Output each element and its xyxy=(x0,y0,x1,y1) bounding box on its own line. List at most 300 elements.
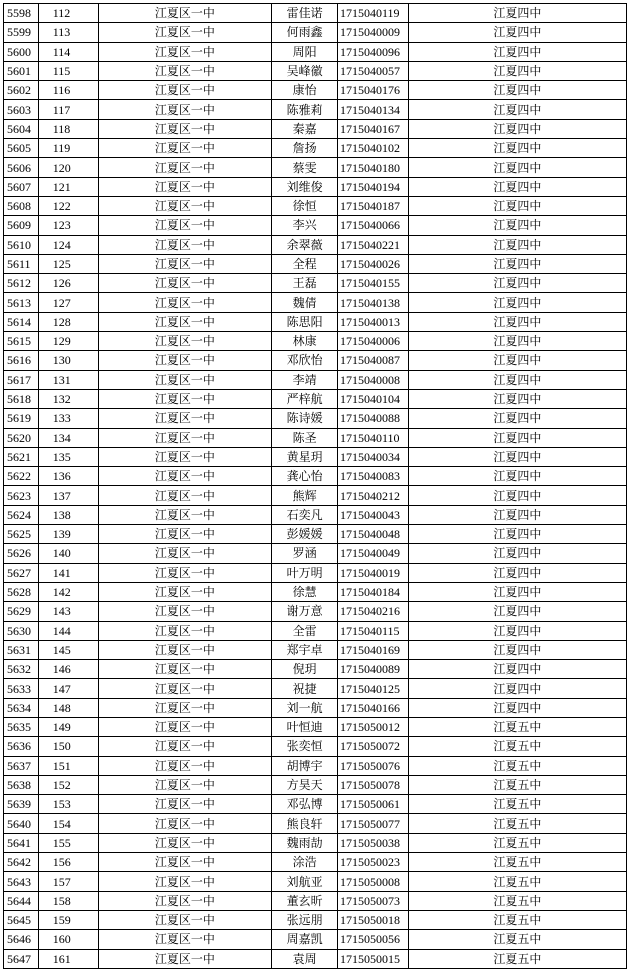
exam-id-cell: 1715050015 xyxy=(338,949,409,968)
row-number-cell: 5599 xyxy=(4,23,39,42)
exam-id-cell: 1715040008 xyxy=(338,370,409,389)
row-number-cell: 5645 xyxy=(4,910,39,929)
student-name-cell: 魏雨劼 xyxy=(272,833,338,852)
exam-school-cell: 江夏四中 xyxy=(408,621,626,640)
index-cell: 116 xyxy=(38,81,98,100)
exam-school-cell: 江夏四中 xyxy=(408,119,626,138)
table-row xyxy=(4,389,627,408)
exam-school-cell: 江夏五中 xyxy=(408,775,626,794)
row-number-cell: 5601 xyxy=(4,61,39,80)
student-name-cell: 徐恒 xyxy=(272,196,338,215)
index-cell: 128 xyxy=(38,312,98,331)
table-row xyxy=(4,351,627,370)
student-name-cell: 彭媛媛 xyxy=(272,525,338,544)
table-row xyxy=(4,216,627,235)
index-cell: 124 xyxy=(38,235,98,254)
student-name-cell: 罗涵 xyxy=(272,544,338,563)
index-cell: 153 xyxy=(38,795,98,814)
table-row xyxy=(4,196,627,215)
table-row xyxy=(4,100,627,119)
table-row xyxy=(4,293,627,312)
school-cell: 江夏区一中 xyxy=(98,525,272,544)
row-number-cell: 5641 xyxy=(4,833,39,852)
row-number-cell: 5625 xyxy=(4,525,39,544)
exam-school-cell: 江夏四中 xyxy=(408,81,626,100)
exam-school-cell: 江夏五中 xyxy=(408,737,626,756)
exam-school-cell: 江夏四中 xyxy=(408,235,626,254)
student-name-cell: 陈雅莉 xyxy=(272,100,338,119)
index-cell: 118 xyxy=(38,119,98,138)
student-name-cell: 张奕恒 xyxy=(272,737,338,756)
school-cell: 江夏区一中 xyxy=(98,332,272,351)
index-cell: 161 xyxy=(38,949,98,968)
exam-school-cell: 江夏四中 xyxy=(408,100,626,119)
table-row xyxy=(4,853,627,872)
row-number-cell: 5632 xyxy=(4,660,39,679)
table-row xyxy=(4,61,627,80)
table-row xyxy=(4,158,627,177)
exam-id-cell: 1715040155 xyxy=(338,274,409,293)
school-cell: 江夏区一中 xyxy=(98,775,272,794)
row-number-cell: 5600 xyxy=(4,42,39,61)
index-cell: 130 xyxy=(38,351,98,370)
index-cell: 150 xyxy=(38,737,98,756)
table-row xyxy=(4,428,627,447)
exam-school-cell: 江夏四中 xyxy=(408,23,626,42)
index-cell: 157 xyxy=(38,872,98,891)
row-number-cell: 5607 xyxy=(4,177,39,196)
row-number-cell: 5634 xyxy=(4,698,39,717)
student-name-cell: 康怡 xyxy=(272,81,338,100)
index-cell: 156 xyxy=(38,853,98,872)
exam-id-cell: 1715050018 xyxy=(338,910,409,929)
row-number-cell: 5640 xyxy=(4,814,39,833)
index-cell: 115 xyxy=(38,61,98,80)
exam-school-cell: 江夏四中 xyxy=(408,447,626,466)
row-number-cell: 5603 xyxy=(4,100,39,119)
table-row xyxy=(4,775,627,794)
exam-school-cell: 江夏五中 xyxy=(408,833,626,852)
row-number-cell: 5638 xyxy=(4,775,39,794)
exam-school-cell: 江夏四中 xyxy=(408,544,626,563)
exam-school-cell: 江夏五中 xyxy=(408,853,626,872)
exam-id-cell: 1715040019 xyxy=(338,563,409,582)
exam-school-cell: 江夏五中 xyxy=(408,930,626,949)
row-number-cell: 5598 xyxy=(4,4,39,23)
student-name-cell: 林康 xyxy=(272,332,338,351)
row-number-cell: 5602 xyxy=(4,81,39,100)
student-name-cell: 袁周 xyxy=(272,949,338,968)
row-number-cell: 5643 xyxy=(4,872,39,891)
table-row xyxy=(4,505,627,524)
exam-id-cell: 1715040026 xyxy=(338,254,409,273)
exam-school-cell: 江夏四中 xyxy=(408,486,626,505)
exam-school-cell: 江夏四中 xyxy=(408,640,626,659)
exam-id-cell: 1715040184 xyxy=(338,582,409,601)
row-number-cell: 5628 xyxy=(4,582,39,601)
exam-id-cell: 1715040104 xyxy=(338,389,409,408)
student-name-cell: 陈思阳 xyxy=(272,312,338,331)
index-cell: 142 xyxy=(38,582,98,601)
exam-school-cell: 江夏五中 xyxy=(408,910,626,929)
school-cell: 江夏区一中 xyxy=(98,795,272,814)
index-cell: 114 xyxy=(38,42,98,61)
table-row xyxy=(4,698,627,717)
school-cell: 江夏区一中 xyxy=(98,4,272,23)
exam-id-cell: 1715040034 xyxy=(338,447,409,466)
index-cell: 126 xyxy=(38,274,98,293)
school-cell: 江夏区一中 xyxy=(98,467,272,486)
exam-id-cell: 1715050072 xyxy=(338,737,409,756)
student-name-cell: 陈圣 xyxy=(272,428,338,447)
exam-id-cell: 1715040187 xyxy=(338,196,409,215)
student-name-cell: 叶恒迪 xyxy=(272,717,338,736)
student-name-cell: 董玄昕 xyxy=(272,891,338,910)
exam-id-cell: 1715040167 xyxy=(338,119,409,138)
exam-school-cell: 江夏四中 xyxy=(408,679,626,698)
student-name-cell: 熊辉 xyxy=(272,486,338,505)
row-number-cell: 5647 xyxy=(4,949,39,968)
row-number-cell: 5631 xyxy=(4,640,39,659)
exam-id-cell: 1715050077 xyxy=(338,814,409,833)
row-number-cell: 5646 xyxy=(4,930,39,949)
index-cell: 158 xyxy=(38,891,98,910)
table-row xyxy=(4,737,627,756)
student-name-cell: 李兴 xyxy=(272,216,338,235)
table-row xyxy=(4,660,627,679)
school-cell: 江夏区一中 xyxy=(98,23,272,42)
index-cell: 141 xyxy=(38,563,98,582)
student-name-cell: 周嘉凯 xyxy=(272,930,338,949)
index-cell: 149 xyxy=(38,717,98,736)
table-row xyxy=(4,814,627,833)
exam-id-cell: 1715040119 xyxy=(338,4,409,23)
index-cell: 151 xyxy=(38,756,98,775)
row-number-cell: 5629 xyxy=(4,602,39,621)
table-row xyxy=(4,582,627,601)
exam-id-cell: 1715040088 xyxy=(338,409,409,428)
index-cell: 117 xyxy=(38,100,98,119)
exam-school-cell: 江夏四中 xyxy=(408,254,626,273)
table-row xyxy=(4,42,627,61)
student-name-cell: 黄星玥 xyxy=(272,447,338,466)
school-cell: 江夏区一中 xyxy=(98,370,272,389)
school-cell: 江夏区一中 xyxy=(98,891,272,910)
exam-school-cell: 江夏四中 xyxy=(408,409,626,428)
row-number-cell: 5604 xyxy=(4,119,39,138)
index-cell: 144 xyxy=(38,621,98,640)
row-number-cell: 5639 xyxy=(4,795,39,814)
row-number-cell: 5608 xyxy=(4,196,39,215)
student-name-cell: 严梓航 xyxy=(272,389,338,408)
index-cell: 159 xyxy=(38,910,98,929)
student-name-cell: 雷佳诺 xyxy=(272,4,338,23)
school-cell: 江夏区一中 xyxy=(98,679,272,698)
school-cell: 江夏区一中 xyxy=(98,910,272,929)
roster-table xyxy=(3,3,627,969)
student-name-cell: 何雨鑫 xyxy=(272,23,338,42)
school-cell: 江夏区一中 xyxy=(98,833,272,852)
exam-id-cell: 1715040102 xyxy=(338,139,409,158)
table-row xyxy=(4,467,627,486)
index-cell: 120 xyxy=(38,158,98,177)
school-cell: 江夏区一中 xyxy=(98,177,272,196)
row-number-cell: 5612 xyxy=(4,274,39,293)
school-cell: 江夏区一中 xyxy=(98,621,272,640)
exam-id-cell: 1715040212 xyxy=(338,486,409,505)
exam-id-cell: 1715050056 xyxy=(338,930,409,949)
row-number-cell: 5615 xyxy=(4,332,39,351)
table-row xyxy=(4,679,627,698)
student-name-cell: 邓弘博 xyxy=(272,795,338,814)
school-cell: 江夏区一中 xyxy=(98,235,272,254)
exam-school-cell: 江夏四中 xyxy=(408,61,626,80)
exam-school-cell: 江夏四中 xyxy=(408,196,626,215)
student-name-cell: 全雷 xyxy=(272,621,338,640)
exam-id-cell: 1715050008 xyxy=(338,872,409,891)
student-name-cell: 张远朋 xyxy=(272,910,338,929)
exam-school-cell: 江夏四中 xyxy=(408,332,626,351)
exam-id-cell: 1715040089 xyxy=(338,660,409,679)
index-cell: 148 xyxy=(38,698,98,717)
index-cell: 140 xyxy=(38,544,98,563)
row-number-cell: 5621 xyxy=(4,447,39,466)
exam-id-cell: 1715040066 xyxy=(338,216,409,235)
exam-school-cell: 江夏四中 xyxy=(408,42,626,61)
student-name-cell: 李靖 xyxy=(272,370,338,389)
school-cell: 江夏区一中 xyxy=(98,717,272,736)
index-cell: 145 xyxy=(38,640,98,659)
exam-id-cell: 1715040138 xyxy=(338,293,409,312)
table-row xyxy=(4,177,627,196)
index-cell: 129 xyxy=(38,332,98,351)
row-number-cell: 5636 xyxy=(4,737,39,756)
student-name-cell: 叶万明 xyxy=(272,563,338,582)
exam-school-cell: 江夏五中 xyxy=(408,717,626,736)
row-number-cell: 5618 xyxy=(4,389,39,408)
row-number-cell: 5626 xyxy=(4,544,39,563)
student-name-cell: 刘航亚 xyxy=(272,872,338,891)
student-name-cell: 徐慧 xyxy=(272,582,338,601)
exam-id-cell: 1715040087 xyxy=(338,351,409,370)
exam-school-cell: 江夏五中 xyxy=(408,891,626,910)
exam-school-cell: 江夏四中 xyxy=(408,351,626,370)
school-cell: 江夏区一中 xyxy=(98,582,272,601)
index-cell: 154 xyxy=(38,814,98,833)
index-cell: 121 xyxy=(38,177,98,196)
school-cell: 江夏区一中 xyxy=(98,100,272,119)
exam-school-cell: 江夏四中 xyxy=(408,698,626,717)
exam-id-cell: 1715040110 xyxy=(338,428,409,447)
row-number-cell: 5605 xyxy=(4,139,39,158)
row-number-cell: 5642 xyxy=(4,853,39,872)
table-row xyxy=(4,4,627,23)
school-cell: 江夏区一中 xyxy=(98,61,272,80)
table-row xyxy=(4,833,627,852)
table-row xyxy=(4,891,627,910)
table-row xyxy=(4,717,627,736)
school-cell: 江夏区一中 xyxy=(98,853,272,872)
school-cell: 江夏区一中 xyxy=(98,42,272,61)
school-cell: 江夏区一中 xyxy=(98,602,272,621)
index-cell: 127 xyxy=(38,293,98,312)
exam-id-cell: 1715050038 xyxy=(338,833,409,852)
exam-id-cell: 1715050076 xyxy=(338,756,409,775)
table-row xyxy=(4,409,627,428)
index-cell: 134 xyxy=(38,428,98,447)
index-cell: 137 xyxy=(38,486,98,505)
student-name-cell: 龚心怡 xyxy=(272,467,338,486)
row-number-cell: 5635 xyxy=(4,717,39,736)
school-cell: 江夏区一中 xyxy=(98,274,272,293)
student-name-cell: 秦嘉 xyxy=(272,119,338,138)
row-number-cell: 5606 xyxy=(4,158,39,177)
school-cell: 江夏区一中 xyxy=(98,814,272,833)
school-cell: 江夏区一中 xyxy=(98,544,272,563)
student-name-cell: 蔡雯 xyxy=(272,158,338,177)
row-number-cell: 5644 xyxy=(4,891,39,910)
exam-school-cell: 江夏四中 xyxy=(408,370,626,389)
exam-school-cell: 江夏四中 xyxy=(408,525,626,544)
exam-id-cell: 1715040049 xyxy=(338,544,409,563)
exam-id-cell: 1715050012 xyxy=(338,717,409,736)
row-number-cell: 5620 xyxy=(4,428,39,447)
index-cell: 132 xyxy=(38,389,98,408)
exam-school-cell: 江夏四中 xyxy=(408,563,626,582)
exam-id-cell: 1715050023 xyxy=(338,853,409,872)
exam-school-cell: 江夏五中 xyxy=(408,872,626,891)
exam-school-cell: 江夏五中 xyxy=(408,795,626,814)
index-cell: 123 xyxy=(38,216,98,235)
table-row xyxy=(4,447,627,466)
school-cell: 江夏区一中 xyxy=(98,872,272,891)
exam-id-cell: 1715040125 xyxy=(338,679,409,698)
student-name-cell: 祝捷 xyxy=(272,679,338,698)
table-row xyxy=(4,602,627,621)
student-name-cell: 刘维俊 xyxy=(272,177,338,196)
row-number-cell: 5624 xyxy=(4,505,39,524)
exam-id-cell: 1715040194 xyxy=(338,177,409,196)
exam-school-cell: 江夏四中 xyxy=(408,582,626,601)
row-number-cell: 5622 xyxy=(4,467,39,486)
student-name-cell: 陈诗媛 xyxy=(272,409,338,428)
school-cell: 江夏区一中 xyxy=(98,930,272,949)
table-row xyxy=(4,312,627,331)
index-cell: 160 xyxy=(38,930,98,949)
table-row xyxy=(4,525,627,544)
index-cell: 155 xyxy=(38,833,98,852)
index-cell: 138 xyxy=(38,505,98,524)
index-cell: 113 xyxy=(38,23,98,42)
exam-school-cell: 江夏四中 xyxy=(408,428,626,447)
school-cell: 江夏区一中 xyxy=(98,351,272,370)
exam-id-cell: 1715040057 xyxy=(338,61,409,80)
student-name-cell: 余翠薇 xyxy=(272,235,338,254)
exam-id-cell: 1715050078 xyxy=(338,775,409,794)
exam-id-cell: 1715040221 xyxy=(338,235,409,254)
exam-school-cell: 江夏五中 xyxy=(408,814,626,833)
school-cell: 江夏区一中 xyxy=(98,563,272,582)
row-number-cell: 5611 xyxy=(4,254,39,273)
row-number-cell: 5630 xyxy=(4,621,39,640)
exam-id-cell: 1715050073 xyxy=(338,891,409,910)
school-cell: 江夏区一中 xyxy=(98,737,272,756)
exam-school-cell: 江夏四中 xyxy=(408,505,626,524)
exam-school-cell: 江夏四中 xyxy=(408,4,626,23)
student-name-cell: 全程 xyxy=(272,254,338,273)
table-row xyxy=(4,544,627,563)
exam-school-cell: 江夏四中 xyxy=(408,293,626,312)
index-cell: 143 xyxy=(38,602,98,621)
student-name-cell: 方昊天 xyxy=(272,775,338,794)
student-name-cell: 王磊 xyxy=(272,274,338,293)
student-name-cell: 谢万意 xyxy=(272,602,338,621)
table-row xyxy=(4,23,627,42)
index-cell: 139 xyxy=(38,525,98,544)
school-cell: 江夏区一中 xyxy=(98,119,272,138)
index-cell: 125 xyxy=(38,254,98,273)
index-cell: 122 xyxy=(38,196,98,215)
row-number-cell: 5613 xyxy=(4,293,39,312)
row-number-cell: 5627 xyxy=(4,563,39,582)
school-cell: 江夏区一中 xyxy=(98,505,272,524)
table-row xyxy=(4,621,627,640)
row-number-cell: 5614 xyxy=(4,312,39,331)
table-row xyxy=(4,795,627,814)
exam-id-cell: 1715040166 xyxy=(338,698,409,717)
exam-school-cell: 江夏四中 xyxy=(408,467,626,486)
table-row xyxy=(4,486,627,505)
student-name-cell: 熊良轩 xyxy=(272,814,338,833)
exam-school-cell: 江夏五中 xyxy=(408,756,626,775)
table-row xyxy=(4,949,627,968)
exam-id-cell: 1715040216 xyxy=(338,602,409,621)
row-number-cell: 5610 xyxy=(4,235,39,254)
table-row xyxy=(4,930,627,949)
school-cell: 江夏区一中 xyxy=(98,447,272,466)
table-row xyxy=(4,235,627,254)
school-cell: 江夏区一中 xyxy=(98,158,272,177)
index-cell: 136 xyxy=(38,467,98,486)
index-cell: 147 xyxy=(38,679,98,698)
exam-school-cell: 江夏四中 xyxy=(408,274,626,293)
index-cell: 119 xyxy=(38,139,98,158)
table-row xyxy=(4,563,627,582)
school-cell: 江夏区一中 xyxy=(98,293,272,312)
table-row xyxy=(4,910,627,929)
index-cell: 112 xyxy=(38,4,98,23)
exam-school-cell: 江夏五中 xyxy=(408,949,626,968)
school-cell: 江夏区一中 xyxy=(98,756,272,775)
exam-id-cell: 1715040048 xyxy=(338,525,409,544)
exam-id-cell: 1715040169 xyxy=(338,640,409,659)
school-cell: 江夏区一中 xyxy=(98,196,272,215)
exam-school-cell: 江夏四中 xyxy=(408,177,626,196)
row-number-cell: 5633 xyxy=(4,679,39,698)
school-cell: 江夏区一中 xyxy=(98,254,272,273)
exam-id-cell: 1715050061 xyxy=(338,795,409,814)
roster-table-body xyxy=(4,4,627,969)
student-name-cell: 刘一航 xyxy=(272,698,338,717)
exam-id-cell: 1715040180 xyxy=(338,158,409,177)
row-number-cell: 5617 xyxy=(4,370,39,389)
exam-school-cell: 江夏四中 xyxy=(408,312,626,331)
index-cell: 133 xyxy=(38,409,98,428)
row-number-cell: 5619 xyxy=(4,409,39,428)
school-cell: 江夏区一中 xyxy=(98,640,272,659)
exam-id-cell: 1715040115 xyxy=(338,621,409,640)
school-cell: 江夏区一中 xyxy=(98,139,272,158)
